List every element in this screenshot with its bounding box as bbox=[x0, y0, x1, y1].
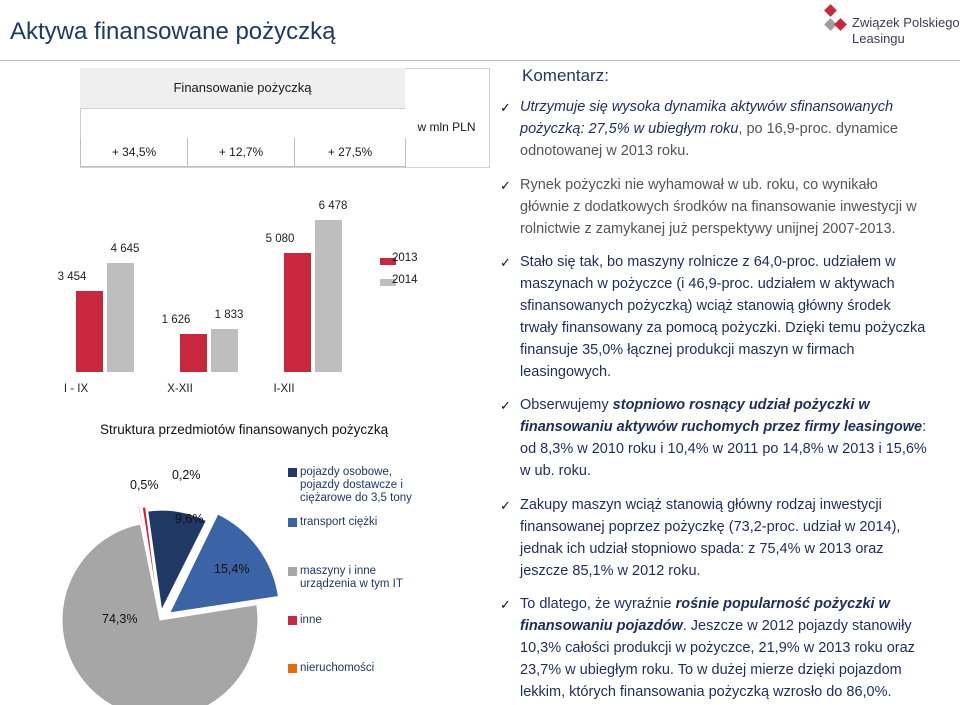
growth-cell-1: + 34,5% bbox=[80, 138, 188, 167]
x-axis-label-1: X-XII bbox=[167, 383, 193, 395]
financing-title: Finansowanie pożyczką bbox=[173, 80, 312, 95]
checkmark-icon: ✓ bbox=[500, 255, 511, 270]
bar-2013-0 bbox=[76, 291, 103, 372]
pie-legend-machinery-line2: urządzenia w tym IT bbox=[300, 578, 403, 590]
pie-legend-vehicles-line1: pojazdy osobowe, bbox=[300, 466, 393, 478]
bar-value-2014-2: 6 478 bbox=[318, 199, 348, 212]
pie-legend-swatch-vehicles bbox=[288, 468, 297, 477]
logo-text-line2: Leasingu bbox=[852, 31, 905, 46]
bullet-6-line2a: finansowaniu pojazdów bbox=[520, 618, 683, 634]
pie-label-other: 0,5% bbox=[130, 478, 159, 492]
checkmark-icon: ✓ bbox=[500, 398, 511, 413]
bullet-3-line4: trwały finansowany za pomocą pożyczki. Dzięki temu pożyczka bbox=[520, 320, 926, 336]
comment-heading: Komentarz: bbox=[522, 66, 609, 85]
legend-label-2013: 2013 bbox=[392, 252, 418, 264]
checkmark-icon: ✓ bbox=[500, 100, 511, 115]
bullet-5-line1: Zakupy maszyn wciąż stanowią główny rodzaj inwestycji bbox=[520, 497, 882, 513]
bullet-4-line1b: stopniowo rosnący udział pożyczki w bbox=[612, 397, 870, 413]
bullet-6-line2b: . Jeszcze w 2012 pojazdy stanowiły bbox=[682, 618, 912, 634]
bullet-4-line4: w ub. roku. bbox=[520, 463, 591, 479]
checkmark-icon: ✓ bbox=[500, 498, 511, 513]
bullet-4-line2a: finansowaniu aktywów ruchomych przez firmy leasingowe bbox=[520, 419, 923, 435]
growth-cell-3: + 27,5% bbox=[294, 138, 406, 167]
pie-legend-machinery-line1: maszyny i inne bbox=[300, 565, 377, 577]
pie-legend-swatch-heavy bbox=[288, 518, 297, 527]
bullet-3-line6: leasingowych. bbox=[520, 364, 612, 380]
bullet-5-line2: finansowanej poprzez pożyczkę (73,2-proc. udział w 2014), bbox=[520, 519, 901, 535]
pie-legend-swatch-real-estate bbox=[288, 664, 297, 673]
x-axis-label-2: I-XII bbox=[273, 383, 295, 395]
bullet-6-line1a: To dlatego, że wyraźnie bbox=[520, 596, 676, 612]
pie-label-heavy-transport: 15,4% bbox=[214, 562, 250, 576]
bullet-3-line3: sfinansowanych pożyczką) wciąż stanowią główny środek bbox=[520, 298, 891, 314]
pie-label-machinery: 74,3% bbox=[102, 612, 138, 626]
bar-2013-1 bbox=[180, 334, 207, 372]
pie-legend-vehicles bbox=[300, 466, 412, 505]
bar-value-2014-1: 1 833 bbox=[214, 308, 244, 321]
unit-label: w mln PLN bbox=[417, 120, 476, 134]
bar-2014-1 bbox=[211, 329, 238, 372]
bullet-2-line2: głównie z dodatkowych środków na finansowanie inwestycji w bbox=[520, 199, 917, 215]
bullet-1-line3: odnotowanej w 2013 roku. bbox=[520, 143, 690, 159]
bar-2014-2 bbox=[315, 220, 342, 372]
bullet-2-line3: rolnictwie z zamykanej już perspektywy unijnej 2007-2013. bbox=[520, 221, 896, 237]
checkmark-icon: ✓ bbox=[500, 597, 511, 612]
bullet-3-line1: Stało się tak, bo maszyny rolnicze z 64,0-proc. udziałem w bbox=[520, 254, 896, 270]
page-title: Aktywa finansowane pożyczką bbox=[10, 18, 336, 45]
bullet-3-line5: finansuje 35,0% łącznej produkcji maszyn w firmach bbox=[520, 342, 855, 358]
logo-mark-icon bbox=[820, 4, 850, 38]
pie-legend-swatch-machinery bbox=[288, 567, 297, 576]
bullet-4-line2b: : bbox=[922, 419, 927, 435]
logo-text-line1: Związek Polskiego bbox=[852, 15, 960, 30]
pie-legend-real-estate: nieruchomości bbox=[300, 662, 375, 674]
pie-legend-other: inne bbox=[300, 614, 322, 626]
pie-label-vehicles: 9,6% bbox=[175, 512, 204, 526]
bar-chart bbox=[0, 0, 500, 400]
bar-value-2013-2: 5 080 bbox=[265, 232, 295, 245]
bullet-5-line3: jednak ich udział stopniowo spada: z 75,4% w 2013 oraz bbox=[520, 541, 884, 557]
pie-legend-machinery bbox=[300, 565, 403, 591]
bullet-1-line2a: pożyczką: 27,5% w ubiegłym roku bbox=[520, 121, 739, 137]
legend-label-2014: 2014 bbox=[392, 274, 418, 286]
bullet-6-line1b: rośnie popularność pożyczki w bbox=[675, 596, 890, 612]
x-axis-label-0: I - IX bbox=[63, 383, 89, 395]
bar-value-2014-0: 4 645 bbox=[110, 242, 140, 255]
bar-value-2013-0: 3 454 bbox=[57, 270, 87, 283]
bullet-1-line1: Utrzymuje się wysoka dynamika aktywów sfinansowanych bbox=[520, 99, 894, 115]
bar-value-2013-1: 1 626 bbox=[161, 313, 191, 326]
bar-2014-0 bbox=[107, 263, 134, 372]
bar-2013-2 bbox=[284, 253, 311, 372]
bullet-6-line5: lekkim, których finansowania pożyczką wzrosło do 86,0%. bbox=[520, 684, 892, 700]
pie-legend-heavy: transport ciężki bbox=[300, 516, 378, 528]
logo bbox=[820, 4, 960, 50]
bullet-1-line2b: , po 16,9-proc. dynamice bbox=[738, 121, 898, 137]
bullet-6-line4: 23,7% w ubiegłym roku. To w dużej mierze dzięki pojazdom bbox=[520, 662, 902, 678]
bullet-4-line1a: Obserwujemy bbox=[520, 397, 613, 413]
growth-cell-2: + 12,7% bbox=[187, 138, 295, 167]
bullet-4-line3: od 8,3% w 2010 roku i 10,4% w 2011 po 14,8% w 2013 i 15,6% bbox=[520, 441, 927, 457]
checkmark-icon: ✓ bbox=[500, 178, 511, 193]
bullet-2-line1: Rynek pożyczki nie wyhamował w ub. roku, co wynikało bbox=[520, 177, 878, 193]
pie-legend-vehicles-line3: ciężarowe do 3,5 tony bbox=[300, 492, 412, 504]
pie-legend-swatch-other bbox=[288, 616, 297, 625]
pie-legend-vehicles-line2: pojazdy dostawcze i bbox=[300, 479, 403, 491]
bullet-6-line3: 10,3% całości produkcji w pożyczce, 21,9% w 2013 roku oraz bbox=[520, 640, 915, 656]
bullet-3-line2: maszynach w pożyczce (i 46,9-proc. udziałem w aktywach bbox=[520, 276, 895, 292]
pie-title: Struktura przedmiotów finansowanych pożyczką bbox=[100, 422, 389, 437]
pie-label-real-estate: 0,2% bbox=[172, 468, 201, 482]
bullet-5-line4: jeszcze 85,1% w 2012 roku. bbox=[520, 563, 701, 579]
